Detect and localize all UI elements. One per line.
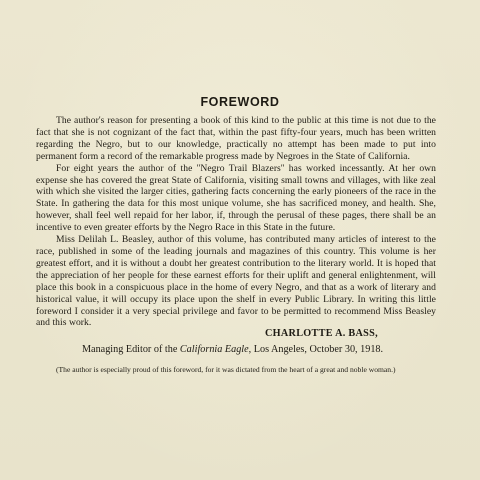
publication-name: California Eagle (179, 344, 249, 355)
foreword-body (36, 115, 436, 329)
signature-title (82, 344, 383, 355)
page-heading: FOREWORD (200, 95, 280, 109)
paragraph: Miss Delilah L. Beasley, author of this volume, has contributed many articles of interest to the race, published in some of the leading journals and magazines of this country. This volume is her greatest effort, and it is without a doubt her greatest contribution to the literary world. It is hoped that the appreciation of her people for these earnest efforts for their uplift and general enlightenment, will place this book in a conspicuous place in the home of every Negro, and that as a work of literary and historical value, it will occupy its place upon the shelf in every Public Library. In writing this little foreword I consider it a very special privilege and favor to be permitted to recommend Miss Beasley and this work. (36, 234, 436, 329)
paragraph: The author's reason for presenting a book of this kind to the public at this time is not due to the fact that she is not cognizant of the fact that, within the past fifty-four years, much has been written regarding the Negro, but to our knowledge, practically no attempt has been made to put into permanent form a record of the remarkable progress made by Negroes in the State of California. (36, 115, 436, 162)
signature-name: CHARLOTTE A. BASS, (265, 328, 378, 339)
footnote: (The author is especially proud of this foreword, for it was dictated from the heart of a great and noble woman.) (56, 365, 396, 374)
signature-title-prefix: Managing Editor of the (82, 344, 180, 355)
signature-title-suffix: , Los Angeles, October 30, 1918. (248, 344, 384, 355)
paragraph: For eight years the author of the ''Negro Trail Blazers'' has worked incessantly. At her own expense she has covered the great State of California, visiting small towns and villages, with like zeal with which she visited the larger cities, gathering facts concerning the early pioneers of the race in the State. In gathering the data for this most unique volume, she has sacrificed money, and health. She, however, shall feel well repaid for her labor, if, through the perusal of these pages, there shall be an incentive to even greater efforts by the Negro Race in this State in the future. (36, 162, 436, 234)
